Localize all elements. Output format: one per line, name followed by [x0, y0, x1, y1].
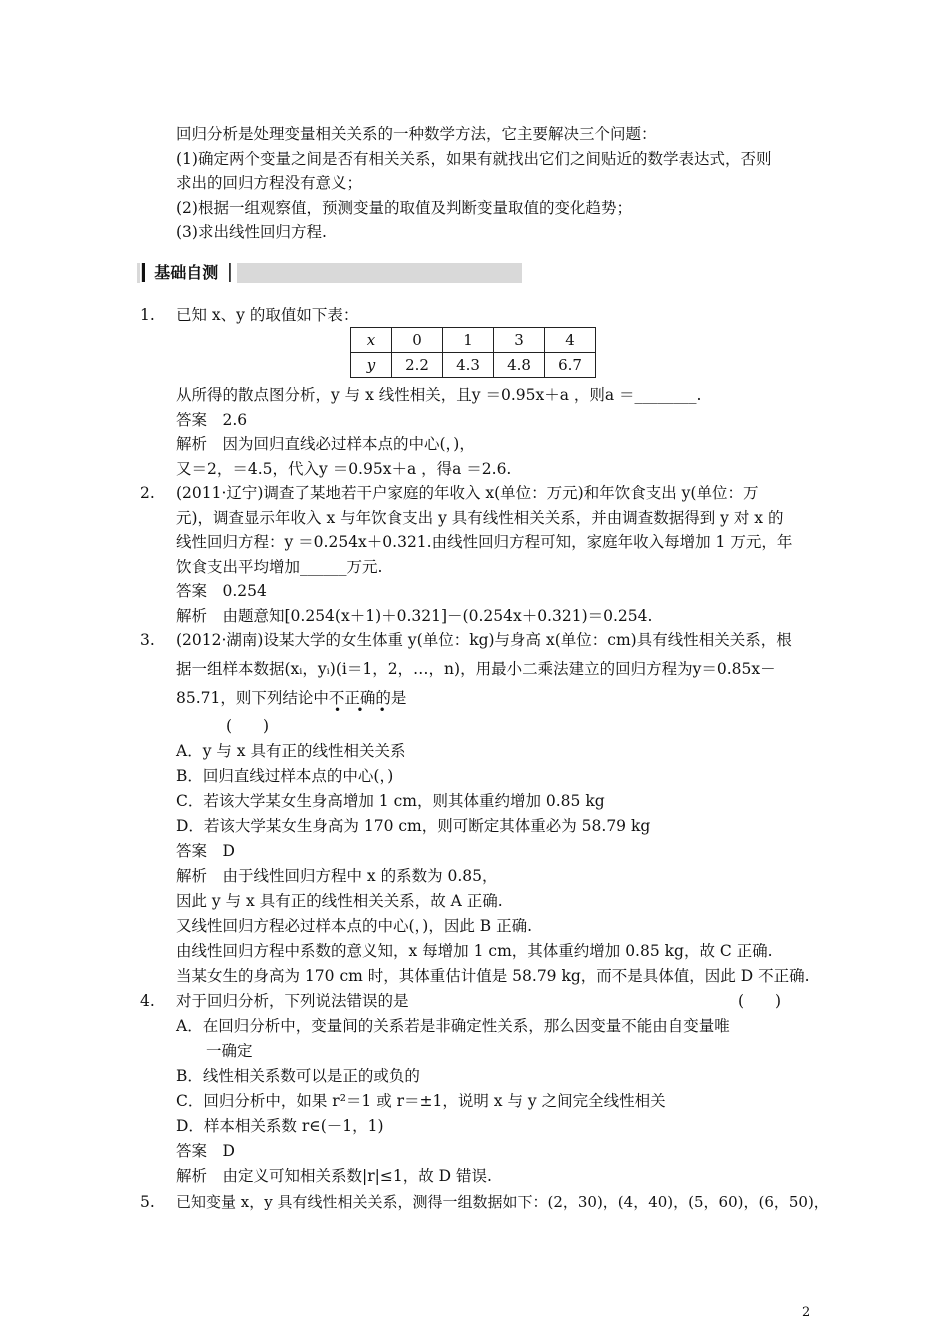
q1-analysis-2: 又＝2，＝4.5，代入y ＝0.95x＋a ，得a ＝2.6. [176, 460, 512, 478]
table-cell: 6.7 [545, 353, 596, 378]
q2-number: 2. [140, 484, 155, 502]
table-cell: 0 [392, 328, 443, 353]
q1-line-2: 从所得的散点图分析，y 与 x 线性相关，且y ＝0.95x＋a ，则a ＝________. [176, 386, 702, 404]
table-cell: x [351, 328, 392, 353]
table-cell: y [351, 353, 392, 378]
intro-line-4: (2)根据一组观察值，预测变量的取值及判断变量取值的变化趋势； [176, 199, 632, 217]
q3-option-a: A．y 与 x 具有正的线性相关关系 [176, 742, 406, 760]
q3-number: 3. [140, 631, 155, 649]
table-cell: 2.2 [392, 353, 443, 378]
q5-number: 5. [140, 1193, 155, 1211]
q5-line-1: 已知变量 x，y 具有线性相关关系，测得一组数据如下：(2，30)，(4，40)，(5，60)，(6，50)， [176, 1193, 829, 1211]
table-cell: 3 [494, 328, 545, 353]
q2-analysis-1: 解析 由题意知[0.254(x＋1)＋0.321]－(0.254x＋0.321)＝0.254. [176, 607, 653, 625]
q2-line-3: 线性回归方程：y ＝0.254x＋0.321.由线性回归方程可知，家庭年收入每增加 1 万元，年 [176, 533, 793, 551]
intro-line-3: 求出的回归方程没有意义； [176, 174, 363, 192]
q4-option-a-2: 一确定 [206, 1042, 253, 1060]
q4-number: 4. [140, 992, 155, 1010]
q4-answer-paren: ( ) [738, 992, 782, 1010]
table-cell: 4.3 [443, 353, 494, 378]
intro-line-2: (1)确定两个变量之间是否有相关关系，如果有就找出它们之间贴近的数学表达式，否则 [176, 150, 772, 168]
q2-line-1: (2011·辽宁)调查了某地若干户家庭的年收入 x(单位：万元)和年饮食支出 y(单位：万 [176, 484, 759, 502]
q1-value-table [350, 327, 596, 378]
table-cell: 4 [545, 328, 596, 353]
q2-answer: 答案 0.254 [176, 582, 267, 600]
q1-analysis-1: 解析 因为回归直线必过样本点的中心(，)， [176, 435, 475, 453]
q3-analysis-4: 由线性回归方程中系数的意义知，x 每增加 1 cm，其体重约增加 0.85 kg，故 C 正确. [176, 942, 773, 960]
q3-answer-paren: ( ) [226, 717, 270, 735]
q4-option-d: D．样本相关系数 r∈(－1，1) [176, 1117, 384, 1135]
q4-option-b: B．线性相关系数可以是正的或负的 [176, 1067, 420, 1085]
q3-analysis-5: 当某女生的身高为 170 cm 时，其体重估计值是 58.79 kg，而不是具体值，因此 D 不正确. [176, 967, 810, 985]
q3-line-3: 85.71，则下列结论中不正确的是 [176, 689, 407, 707]
q2-line-4: 饮食支出平均增加______万元. [176, 558, 383, 576]
table-cell: 1 [443, 328, 494, 353]
q3-option-c: C．若该大学某女生身高增加 1 cm，则其体重约增加 0.85 kg [176, 792, 605, 810]
q4-line-1: 对于回归分析，下列说法错误的是 [176, 992, 409, 1010]
q3-analysis-1: 解析 由于线性回归方程中 x 的系数为 0.85， [176, 867, 498, 885]
page-number: 2 [802, 1305, 811, 1320]
q4-answer: 答案 D [176, 1142, 235, 1160]
q2-line-2: 元)，调查显示年收入 x 与年饮食支出 y 具有线性相关关系，并由调查数据得到 y 对 x 的 [176, 509, 784, 527]
q4-analysis-1: 解析 由定义可知相关系数|r|≤1，故 D 错误. [176, 1167, 492, 1185]
table-row-y [351, 353, 596, 378]
q4-option-a-1: A．在回归分析中，变量间的关系若是非确定性关系，那么因变量不能由自变量唯 [176, 1017, 730, 1035]
table-row-x [351, 328, 596, 353]
q3-option-d: D．若该大学某女生身高为 170 cm，则可断定其体重必为 58.79 kg [176, 817, 651, 835]
table-cell: 4.8 [494, 353, 545, 378]
intro-line-5: (3)求出线性回归方程. [176, 223, 327, 241]
q3-answer: 答案 D [176, 842, 235, 860]
q1-stem: 已知 x、y 的取值如下表： [176, 306, 359, 324]
q4-option-c: C．回归分析中，如果 r²＝1 或 r＝±1，说明 x 与 y 之间完全线性相关 [176, 1092, 666, 1110]
q3-line-1: (2012·湖南)设某大学的女生体重 y(单位：kg)与身高 x(单位：cm)具有线性相关关系，根 [176, 631, 792, 649]
q3-option-b: B．回归直线过样本点的中心(，) [176, 767, 394, 785]
q3-analysis-2: 因此 y 与 x 具有正的线性相关关系，故 A 正确. [176, 892, 503, 910]
intro-line-1: 回归分析是处理变量相关关系的一种数学方法，它主要解决三个问题： [176, 125, 657, 143]
q1-number: 1. [140, 306, 155, 324]
q3-line-2: 据一组样本数据(xᵢ，yᵢ)(i＝1，2，…，n)，用最小二乘法建立的回归方程为y＝0.85x－ [176, 660, 776, 678]
q1-answer: 答案 2.6 [176, 411, 248, 429]
section-title: ▎基础自测▕ [140, 262, 237, 284]
emphasis-dots: • • • [334, 703, 386, 717]
q3-analysis-3: 又线性回归方程必过样本点的中心(，)，因此 B 正确. [176, 917, 533, 935]
